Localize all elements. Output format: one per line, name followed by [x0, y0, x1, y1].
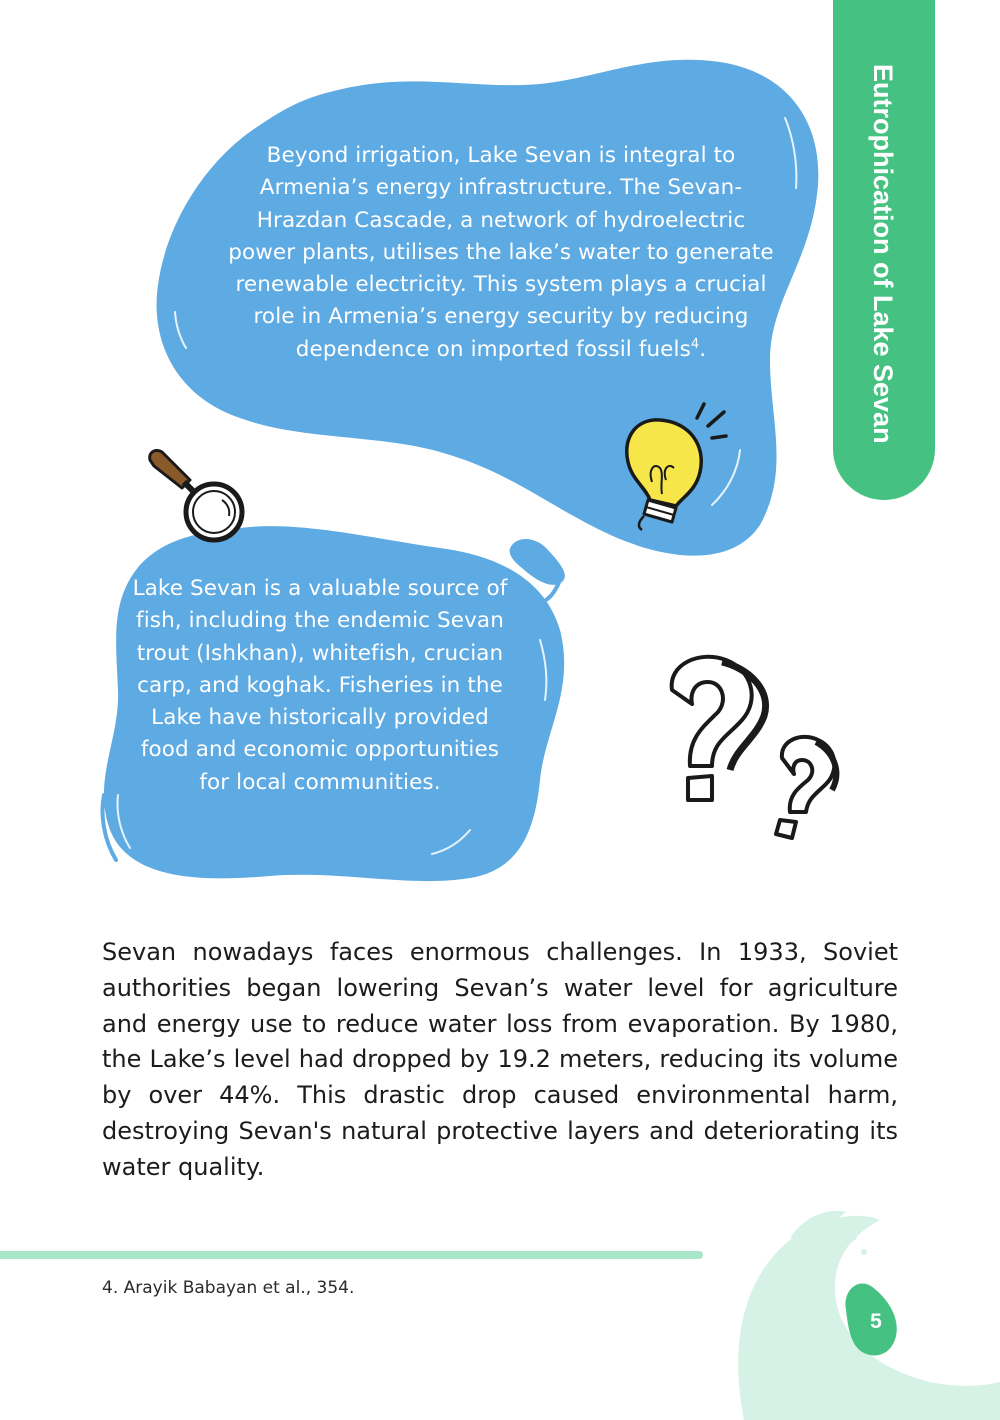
body-paragraph: Sevan nowadays faces enormous challenges. In 1933, Soviet authorities began lowering Sevan’s water level for agriculture and energy use to reduce water loss from evaporation. By 1980, the Lake’s level had dropped by 19.2 meters, reducing its volume by over 44%. This drastic drop caused environmental harm, destroying Sevan's natural protective layers and deteriorating its water quality.	[102, 938, 898, 1181]
energy-bubble-end: .	[699, 336, 707, 362]
page-number: 5	[870, 1310, 882, 1333]
fish-bubble-text: Lake Sevan is a valuable source of fish, including the endemic Sevan trout (Ishkhan), whitefish, crucian carp, and koghak. Fisheries in the Lake have historically provided food and economic opportunities for local communities.	[132, 576, 508, 795]
energy-bubble-body: Beyond irrigation, Lake Sevan is integral to Armenia’s energy infrastructure. The Sevan-Hrazdan Cascade, a network of hydroelectric power plants, utilises the lake’s water to generate renewable electricity. This system plays a crucial role in Armenia’s energy security by reducing dependence on imported fossil fuels	[228, 143, 774, 362]
section-title: Eutrophication of Lake Sevan	[868, 64, 898, 444]
question-marks-icon	[672, 657, 837, 838]
energy-bubble-text	[228, 140, 774, 366]
footer-divider	[0, 1251, 703, 1259]
footnote: 4. Arayik Babayan et al., 354.	[102, 1278, 355, 1298]
magnifying-glass-icon	[150, 450, 242, 540]
footnote-reference: 4	[690, 336, 700, 352]
